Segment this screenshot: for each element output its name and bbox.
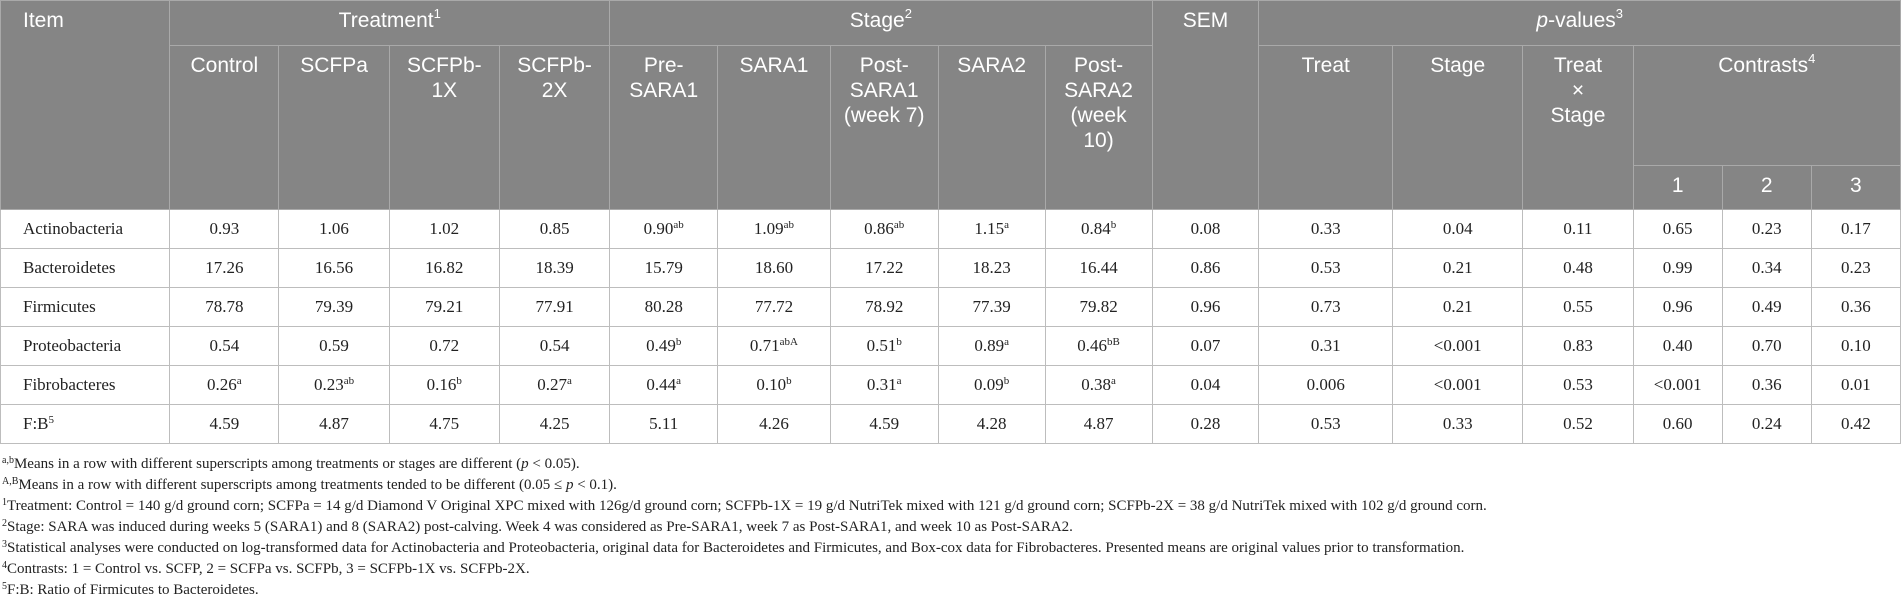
table-cell: 1.02 [389, 210, 499, 249]
header-stage-post-sara2: Post-SARA2 (week 10) [1045, 46, 1152, 210]
table-cell: 0.33 [1259, 210, 1393, 249]
table-cell: 17.26 [170, 249, 279, 288]
table-cell: 0.38$^a$ [1045, 366, 1152, 405]
table-cell: 18.60 [718, 249, 830, 288]
header-pv-treat-x-stage: Treat × Stage [1523, 46, 1633, 210]
table-cell: 0.40 [1633, 327, 1722, 366]
header-treatment: Treatment$^1$ [170, 1, 610, 46]
table-cell: 0.23 [1811, 249, 1900, 288]
table-cell: 0.96 [1152, 288, 1259, 327]
table-cell: 1.06 [279, 210, 389, 249]
table-cell: 0.86$^{ab}$ [830, 210, 938, 249]
table-cell: 4.75 [389, 405, 499, 444]
table-cell: 17.22 [830, 249, 938, 288]
table-cell: 16.82 [389, 249, 499, 288]
table-cell: 4.59 [170, 405, 279, 444]
table-cell: 4.28 [938, 405, 1045, 444]
header-stage-post-sara1: Post-SARA1 (week 7) [830, 46, 938, 210]
footnote: $^2$Stage: SARA was induced during weeks 5 (SARA1) and 8 (SARA2) post-calving. Week 4 was considered as Pre-SARA1, week 7 as Post-SARA1, and week 10 as Post-SARA2. [2, 518, 1073, 535]
table-cell: 0.90$^{ab}$ [610, 210, 718, 249]
header-treatment-scfpb-1x: SCFPb-1X [389, 46, 499, 210]
table-cell: 0.21 [1393, 288, 1523, 327]
table-cell: 0.59 [279, 327, 389, 366]
table-cell: 0.93 [170, 210, 279, 249]
header-sem: SEM [1152, 1, 1259, 210]
table-cell: 0.96 [1633, 288, 1722, 327]
table-cell: 0.60 [1633, 405, 1722, 444]
header-item: Item [1, 1, 170, 210]
table-cell: 80.28 [610, 288, 718, 327]
table-cell: 0.89$^a$ [938, 327, 1045, 366]
table-cell: 4.87 [279, 405, 389, 444]
table-cell: <0.001 [1633, 366, 1722, 405]
header-pv-stage: Stage [1393, 46, 1523, 210]
table-cell: 0.48 [1523, 249, 1633, 288]
table-cell: 0.08 [1152, 210, 1259, 249]
table-cell: 0.04 [1393, 210, 1523, 249]
footnote: $^{a,b}$Means in a row with different superscripts among treatments or stages are different (p < 0.05). [2, 455, 580, 472]
table-cell: 0.65 [1633, 210, 1722, 249]
footnote: $^5$F:B: Ratio of Firmicutes to Bacteroidetes. [2, 581, 259, 598]
table-cell: 0.33 [1393, 405, 1523, 444]
header-pvalues: p-values$^3$ [1259, 1, 1901, 46]
table-cell: 0.07 [1152, 327, 1259, 366]
header-stage-sara1: SARA1 [718, 46, 830, 210]
table-cell: 0.44$^a$ [610, 366, 718, 405]
row-label: $F:B^5$ [1, 405, 170, 444]
header-contrasts: Contrasts$^4$ [1633, 46, 1900, 166]
table-cell: 78.78 [170, 288, 279, 327]
table-cell: $0.71^{abA}$ [718, 327, 830, 366]
table-cell: 5.11 [610, 405, 718, 444]
row-label: Proteobacteria [1, 327, 170, 366]
table-cell: 0.83 [1523, 327, 1633, 366]
table-cell: 0.36 [1722, 366, 1811, 405]
row-label: Bacteroidetes [1, 249, 170, 288]
table-cell: 0.52 [1523, 405, 1633, 444]
row-label: Firmicutes [1, 288, 170, 327]
row-label: Actinobacteria [1, 210, 170, 249]
table-cell: 0.53 [1523, 366, 1633, 405]
table-cell: 0.42 [1811, 405, 1900, 444]
header-stage-pre-sara1: Pre-SARA1 [610, 46, 718, 210]
table-cell: 0.04 [1152, 366, 1259, 405]
footnote: $^1$Treatment: Control = 140 g/d ground corn; SCFPa = 14 g/d Diamond V Original XPC mixed with 126g/d ground corn; SCFPb-1X = 19 g/d NutriTek mixed with 121 g/d ground corn; SCFPb-2X = 38 g/d NutriTek mixed with 102 g/d ground corn. [2, 497, 1487, 514]
header-contrast-2: 2 [1722, 166, 1811, 210]
table-cell: 18.39 [499, 249, 609, 288]
header-stage: Stage$^2$ [610, 1, 1152, 46]
header-contrast-3: 3 [1811, 166, 1900, 210]
table-cell: 0.85 [499, 210, 609, 249]
table-cell: 0.34 [1722, 249, 1811, 288]
header-treatment-scfpa: SCFPa [279, 46, 389, 210]
footnote: $^{A,B}$Means in a row with different superscripts among treatments tended to be different (0.05 ≤ p < 0.1). [2, 476, 617, 493]
footnote: $^4$Contrasts: 1 = Control vs. SCFP, 2 = SCFPa vs. SCFPb, 3 = SCFPb-1X vs. SCFPb-2X. [2, 560, 530, 577]
row-label: Fibrobacteres [1, 366, 170, 405]
table-cell: 0.49$^b$ [610, 327, 718, 366]
table-cell: 0.86 [1152, 249, 1259, 288]
table-cell: 0.23$^{ab}$ [279, 366, 389, 405]
table-cell: 0.27$^a$ [499, 366, 609, 405]
table-cell: 0.21 [1393, 249, 1523, 288]
table-cell: 0.54 [170, 327, 279, 366]
table-cell: 0.23 [1722, 210, 1811, 249]
table-cell: 0.70 [1722, 327, 1811, 366]
table-row [1, 405, 1901, 444]
header-pv-treat: Treat [1259, 46, 1393, 210]
table-cell: 4.87 [1045, 405, 1152, 444]
table-cell: 15.79 [610, 249, 718, 288]
table-cell: 0.49 [1722, 288, 1811, 327]
table-cell: 16.44 [1045, 249, 1152, 288]
table-cell: 78.92 [830, 288, 938, 327]
table-cell: 0.36 [1811, 288, 1900, 327]
table-cell: 1.15$^a$ [938, 210, 1045, 249]
table-row [1, 288, 1901, 327]
header-stage-sara2: SARA2 [938, 46, 1045, 210]
header-contrast-1: 1 [1633, 166, 1722, 210]
table-cell: 0.54 [499, 327, 609, 366]
table-cell: 4.59 [830, 405, 938, 444]
table-cell: 77.91 [499, 288, 609, 327]
table-cell: 0.53 [1259, 405, 1393, 444]
table-cell: 1.09$^{ab}$ [718, 210, 830, 249]
table-cell: 0.28 [1152, 405, 1259, 444]
table-cell: 0.73 [1259, 288, 1393, 327]
footnote: $^3$Statistical analyses were conducted on log-transformed data for Actinobacteria and Proteobacteria, original data for Bacteroidetes and Firmicutes, and Box-cox data for Fibrobacteres. Presented means are original values prior to transformation. [2, 539, 1465, 556]
table-cell: 77.72 [718, 288, 830, 327]
table-cell: 18.23 [938, 249, 1045, 288]
table-cell: 4.25 [499, 405, 609, 444]
table-cell: 0.31 [1259, 327, 1393, 366]
table-row [1, 210, 1901, 249]
table-cell: 0.10 [1811, 327, 1900, 366]
table-cell: 0.55 [1523, 288, 1633, 327]
table-cell: 0.99 [1633, 249, 1722, 288]
table-cell: 0.16$^b$ [389, 366, 499, 405]
table-cell: <0.001 [1393, 366, 1523, 405]
table-cell: 4.26 [718, 405, 830, 444]
header-treatment-scfpb-2x: SCFPb-2X [499, 46, 609, 210]
table-cell: 0.09$^b$ [938, 366, 1045, 405]
table-row [1, 366, 1901, 405]
table-cell: 16.56 [279, 249, 389, 288]
table-cell: 0.10$^b$ [718, 366, 830, 405]
table-cell: 0.51$^b$ [830, 327, 938, 366]
table-row [1, 327, 1901, 366]
table-cell: 0.31$^a$ [830, 366, 938, 405]
table-cell: 0.84$^b$ [1045, 210, 1152, 249]
header-treatment-control: Control [170, 46, 279, 210]
table-cell: 79.39 [279, 288, 389, 327]
table-cell: 0.006 [1259, 366, 1393, 405]
table-row [1, 249, 1901, 288]
table-cell: 79.82 [1045, 288, 1152, 327]
table-cell: <0.001 [1393, 327, 1523, 366]
table-cell: $0.46^{bB}$ [1045, 327, 1152, 366]
table-cell: 0.17 [1811, 210, 1900, 249]
table-cell: 0.72 [389, 327, 499, 366]
table-cell: 0.11 [1523, 210, 1633, 249]
table-cell: 0.01 [1811, 366, 1900, 405]
table-cell: 0.26$^a$ [170, 366, 279, 405]
table-cell: 79.21 [389, 288, 499, 327]
table-cell: 0.53 [1259, 249, 1393, 288]
table-cell: 0.24 [1722, 405, 1811, 444]
table-cell: 77.39 [938, 288, 1045, 327]
table-footnotes [0, 454, 1901, 601]
